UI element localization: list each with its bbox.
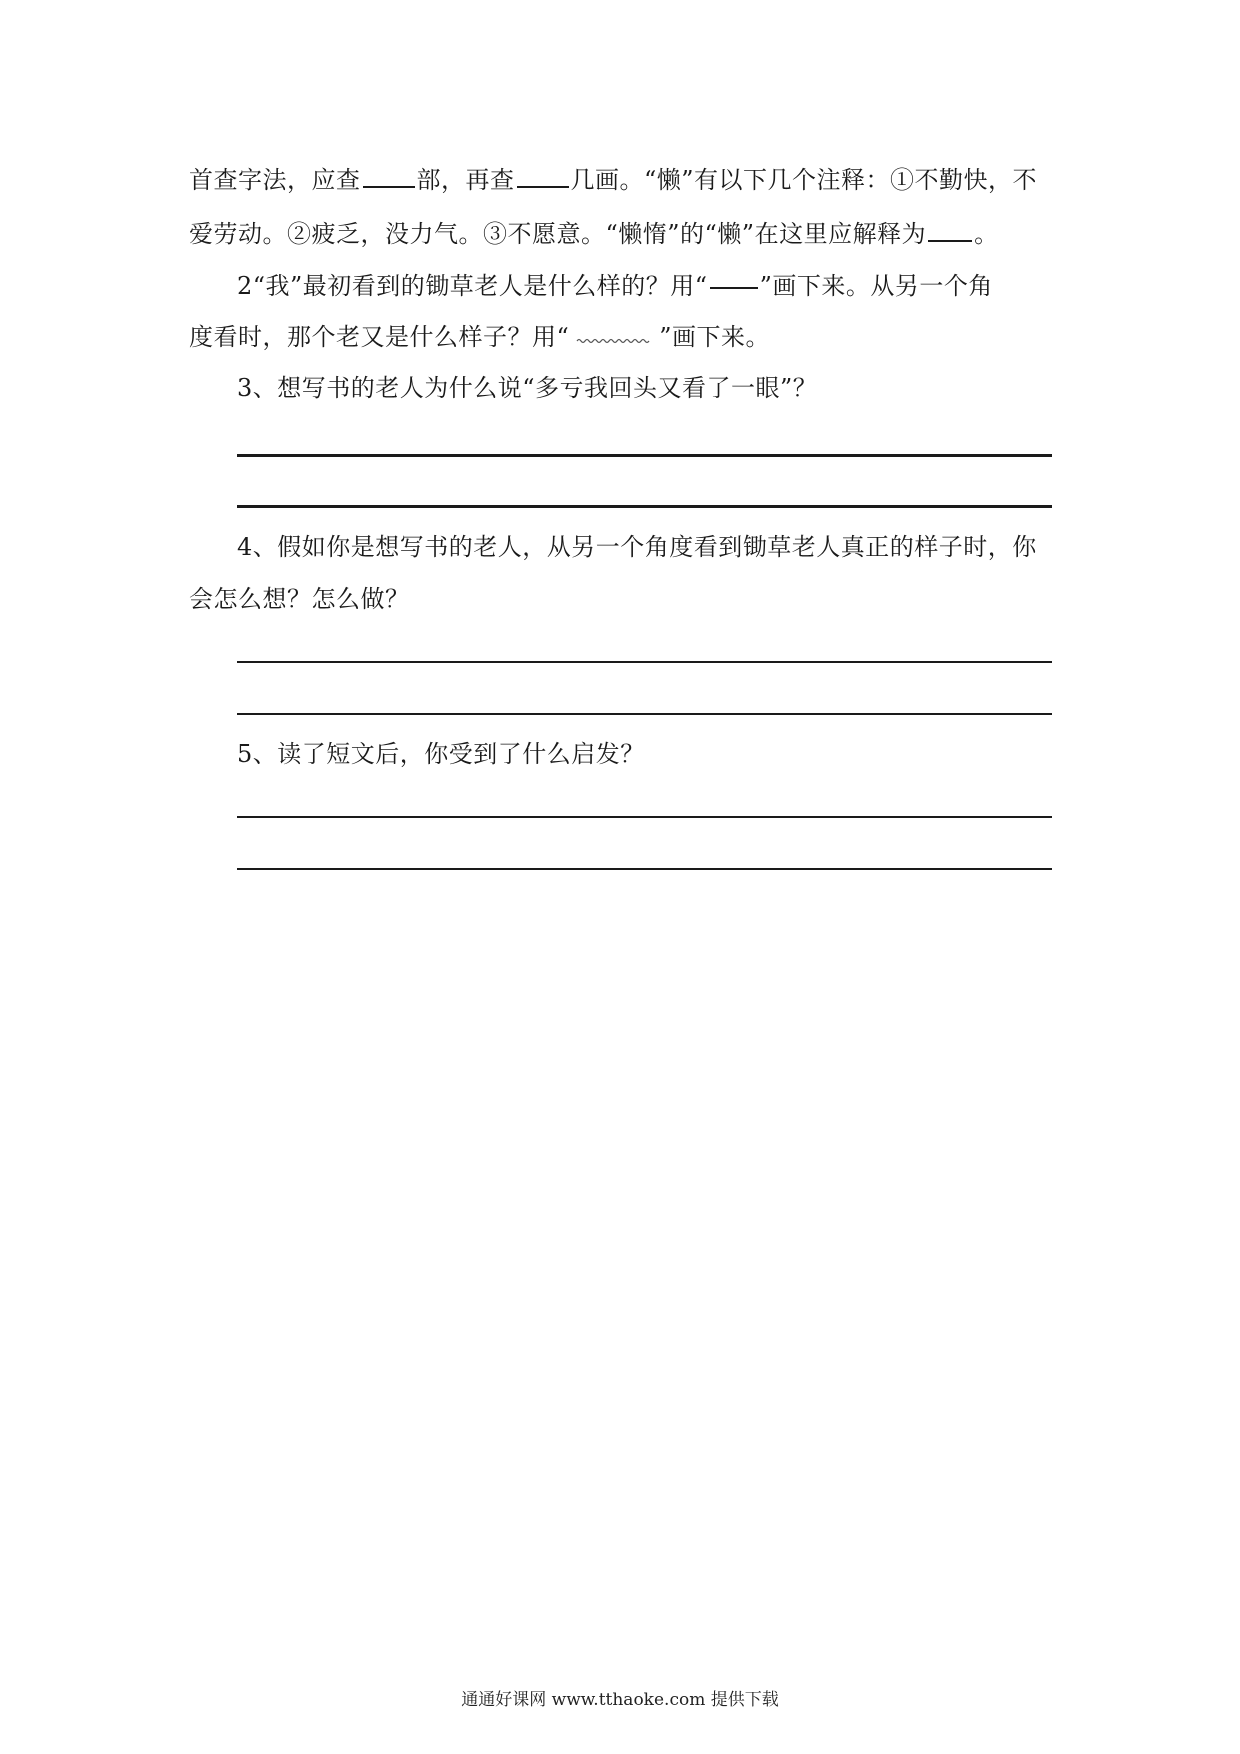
q1-text-a: 首查字法，应查 [189, 166, 361, 194]
q2-text-c: 度看时，那个老又是什么样子？用“ [189, 323, 570, 351]
q3-answer-line-1[interactable] [237, 454, 1052, 457]
q1-line-2 [189, 218, 999, 250]
straight-line-mark [710, 287, 758, 289]
q1-text-c: 几画。“懒”有以下几个注释：①不勤快，不 [570, 166, 1038, 194]
wavy-line-mark [575, 325, 653, 345]
q3-prompt [237, 372, 817, 404]
q3-text: 3、想写书的老人为什么说“多亏我回头又看了一眼”？ [237, 374, 818, 402]
q2-line-1 [237, 270, 993, 302]
q1-text-b: 部，再查 [416, 166, 515, 194]
q1-line-1 [189, 164, 1037, 196]
footer-credit: 通通好课网 www.tthaoke.com 提供下载 [461, 1690, 779, 1710]
q4-text-a: 4、假如你是想写书的老人，从另一个角度看到锄草老人真正的样子时，你 [237, 533, 1037, 561]
q1-text-d: 爱劳动。②疲乏，没力气。③不愿意。“懒惰”的“懒”在这里应解释为 [189, 220, 927, 248]
q5-answer-line-1[interactable] [237, 816, 1052, 818]
q4-answer-line-1[interactable] [237, 661, 1052, 663]
q3-answer-line-2[interactable] [237, 505, 1052, 508]
q2-text-b: ”画下来。从另一个角 [759, 272, 993, 300]
q5-text: 5、读了短文后，你受到了什么启发？ [237, 740, 645, 768]
q1-blank-radical[interactable] [363, 166, 415, 188]
q2-text-a: 2“我”最初看到的锄草老人是什么样的？用“ [237, 272, 708, 300]
q1-text-e: 。 [974, 220, 999, 248]
q2-text-d: ”画下来。 [659, 323, 771, 351]
q4-line-1 [237, 531, 1037, 563]
q1-blank-meaning[interactable] [928, 220, 972, 242]
q5-answer-line-2[interactable] [237, 868, 1052, 870]
q5-prompt [237, 738, 645, 770]
q4-line-2 [189, 583, 410, 615]
q1-blank-strokes[interactable] [517, 166, 569, 188]
q4-answer-line-2[interactable] [237, 713, 1052, 715]
q2-line-2 [189, 321, 770, 353]
q4-text-b: 会怎么想？怎么做？ [189, 585, 410, 613]
